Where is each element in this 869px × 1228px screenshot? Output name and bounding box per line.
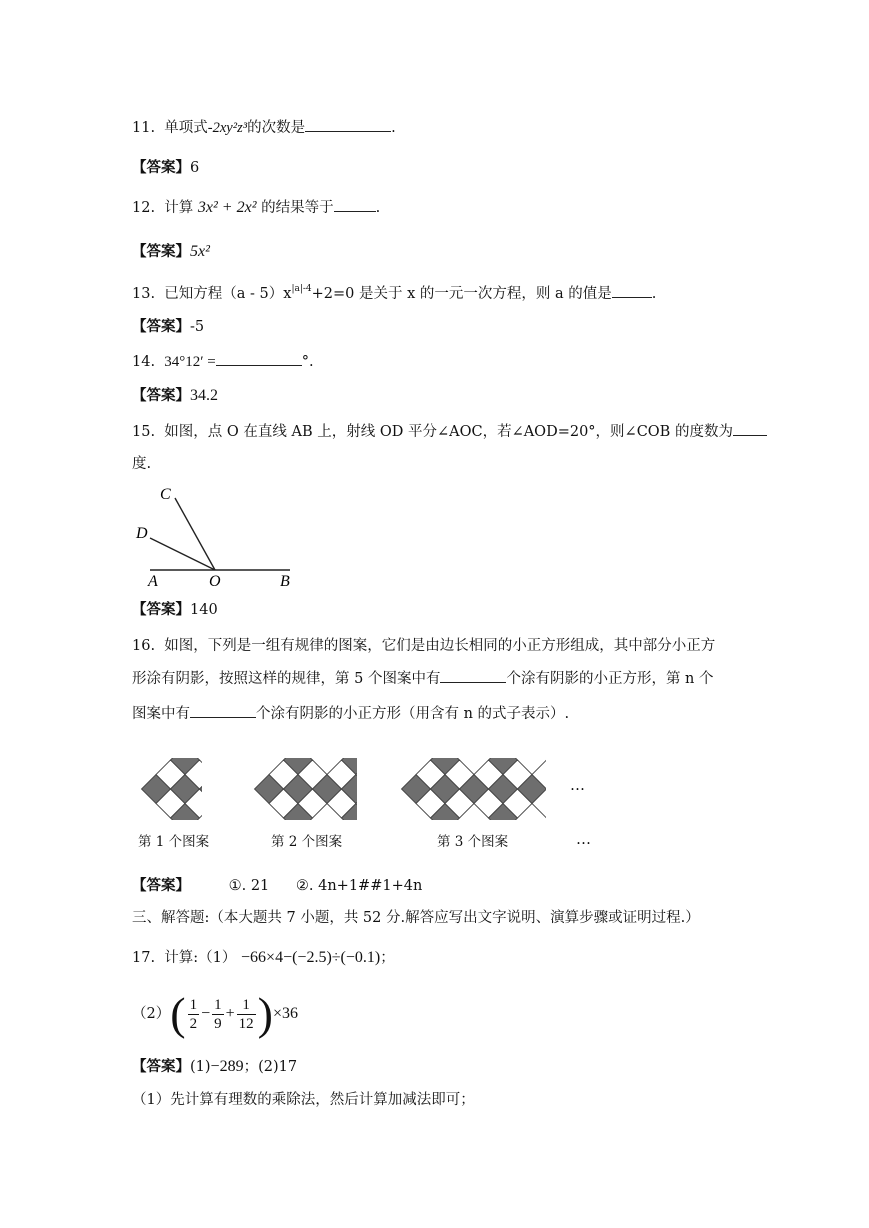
q17-answer2-label: (2) xyxy=(258,1059,279,1075)
q12-end: . xyxy=(375,200,381,216)
q13-text-a: 已知方程（a - 5）x xyxy=(164,286,292,302)
q11-suffix: 的次数是 xyxy=(247,120,306,136)
q17-prefix: 计算: xyxy=(164,950,199,966)
q13-answer-value: -5 xyxy=(190,319,205,335)
q13-text-b: +2=0 是关于 x 的一元一次方程，则 a 的值是 xyxy=(311,286,612,302)
q12-suffix: 的结果等于 xyxy=(261,200,334,216)
q14-blank xyxy=(216,353,302,366)
fraction-2-numerator: 1 xyxy=(214,996,222,1013)
answer-label: 【答案】 xyxy=(132,877,190,894)
q13-answer xyxy=(132,317,204,337)
q17-part2-label: （2） xyxy=(132,1006,171,1022)
q16-text-line3b: 个涂有阴影的小正方形（用含有 n 的式子表示）. xyxy=(256,706,570,722)
q16-blank1 xyxy=(440,670,506,683)
q15-answer xyxy=(132,600,218,620)
q17-answer1-label: (1) xyxy=(190,1059,211,1075)
caption-dots: … xyxy=(576,830,591,848)
q16-answer xyxy=(132,876,422,896)
ray-od xyxy=(150,538,215,570)
q13-blank xyxy=(612,285,652,298)
q17-times-36: ×36 xyxy=(272,1005,298,1022)
q12-blank xyxy=(334,199,376,212)
ray-oc xyxy=(175,498,215,570)
q17-line2 xyxy=(132,988,298,1039)
section3-heading xyxy=(132,908,700,928)
label-c: C xyxy=(160,486,171,503)
label-b: B xyxy=(280,573,290,590)
label-d: D xyxy=(136,525,148,542)
fraction-1-numerator: 1 xyxy=(189,996,198,1013)
q15-number: 15. xyxy=(132,424,156,440)
pattern-figure-1 xyxy=(140,758,202,820)
section3-text: 三、解答题:（本大题共 7 小题，共 52 分.解答应写出文字说明、演算步骤或证明过程.） xyxy=(132,910,700,926)
q11-end: . xyxy=(391,120,396,136)
q11-prefix: 单项式 xyxy=(164,120,208,136)
q12-answer xyxy=(132,242,210,262)
q17-part1-label: （1） xyxy=(198,950,237,966)
answer-label: 【答案】 xyxy=(132,601,190,618)
fraction-3 xyxy=(237,996,256,1033)
q11-blank xyxy=(305,119,391,132)
fraction-1-denominator: 2 xyxy=(189,1015,198,1032)
q13-number: 13. xyxy=(132,286,156,302)
q15-answer-value: 140 xyxy=(190,602,218,618)
q12-line xyxy=(132,198,380,218)
q15-line2 xyxy=(132,454,151,474)
q17-part1-end: ； xyxy=(380,950,395,966)
label-o: O xyxy=(209,573,221,590)
q16-line2 xyxy=(132,669,714,689)
q17-part1-expression: −66×4−(−2.5)÷(−0.1) xyxy=(241,949,381,966)
q14-line xyxy=(132,352,314,372)
q11-answer-value: 6 xyxy=(190,160,200,176)
q16-text-line3a: 图案中有 xyxy=(132,706,190,722)
q15-text2: 度. xyxy=(132,456,152,472)
q16-text-line2a: 形涂有阴影，按照这样的规律，第 5 个图案中有 xyxy=(132,671,441,687)
left-paren: ( xyxy=(170,988,186,1039)
answer-label: 【答案】 xyxy=(132,243,190,260)
op-plus: + xyxy=(225,1005,235,1022)
q11-line xyxy=(132,118,396,138)
caption-figure-2: 第 2 个图案 xyxy=(271,834,343,850)
q11-monomial: -2xy²z³ xyxy=(207,120,248,136)
q15-line xyxy=(132,422,767,442)
pattern-figure-3 xyxy=(400,758,546,820)
fraction-3-numerator: 1 xyxy=(237,996,256,1015)
q16-blank2 xyxy=(190,705,256,718)
op-minus: − xyxy=(201,1005,211,1022)
q16-text-line1: 如图，下列是一组有规律的图案，它们是由边长相同的小正方形组成，其中部分小正方 xyxy=(164,638,716,654)
q14-number: 14. xyxy=(132,354,156,370)
pattern-dots: … xyxy=(570,776,585,794)
q14-expression: 34°12′ = xyxy=(164,354,216,370)
q14-end: °. xyxy=(301,354,314,370)
q17-answer-sep: ； xyxy=(243,1059,259,1075)
q12-expression: 3x² + 2x² xyxy=(197,199,257,216)
answer-label: 【答案】 xyxy=(132,159,190,176)
q13-line xyxy=(132,284,656,304)
q17-explain-text: （1）先计算有理数的乘除法，然后计算加减法即可； xyxy=(132,1092,475,1108)
q11-answer xyxy=(132,158,199,178)
q16-answer-1: ①. 21 xyxy=(228,878,270,894)
q13-exponent: |a|-4 xyxy=(291,284,312,294)
pattern-figure-2 xyxy=(253,758,357,820)
caption-figure-3: 第 3 个图案 xyxy=(437,834,509,850)
q12-prefix: 计算 xyxy=(164,200,194,216)
q13-end: . xyxy=(651,286,657,302)
q16-text-line2b: 个涂有阴影的小正方形，第 n 个 xyxy=(506,671,714,687)
q17-number: 17. xyxy=(132,950,156,966)
q17-answer2-value: 17 xyxy=(278,1059,298,1075)
q17-line1 xyxy=(132,948,395,968)
right-paren: ) xyxy=(257,988,273,1039)
answer-label: 【答案】 xyxy=(132,318,190,335)
q17-answer1-value: −289 xyxy=(210,1058,244,1075)
answer-label: 【答案】 xyxy=(132,1058,190,1075)
answer-label: 【答案】 xyxy=(132,387,190,404)
q16-number: 16. xyxy=(132,638,156,654)
q17-answer xyxy=(132,1057,297,1077)
label-a: A xyxy=(148,573,158,590)
q12-number: 12. xyxy=(132,200,156,216)
caption-figure-1: 第 1 个图案 xyxy=(138,834,210,850)
q11-number: 11. xyxy=(132,120,156,136)
q12-answer-value: 5x² xyxy=(190,243,210,260)
q15-blank xyxy=(733,423,767,436)
q14-answer xyxy=(132,386,218,406)
q15-angle-figure xyxy=(130,480,310,592)
fraction-1 xyxy=(188,996,200,1033)
q16-line3 xyxy=(132,704,569,724)
q14-answer-value: 34.2 xyxy=(190,387,218,404)
fraction-2 xyxy=(212,996,224,1033)
fraction-2-denominator: 9 xyxy=(214,1015,222,1032)
fraction-3-denominator: 12 xyxy=(238,1015,254,1032)
q15-text: 如图，点 O 在直线 AB 上，射线 OD 平分∠AOC，若∠AOD=20°，则∠COB 的度数为 xyxy=(164,424,733,440)
q16-line1 xyxy=(132,636,715,656)
q16-answer-2: ②. 4n+1##1+4n xyxy=(295,878,423,894)
q17-explanation xyxy=(132,1090,475,1110)
